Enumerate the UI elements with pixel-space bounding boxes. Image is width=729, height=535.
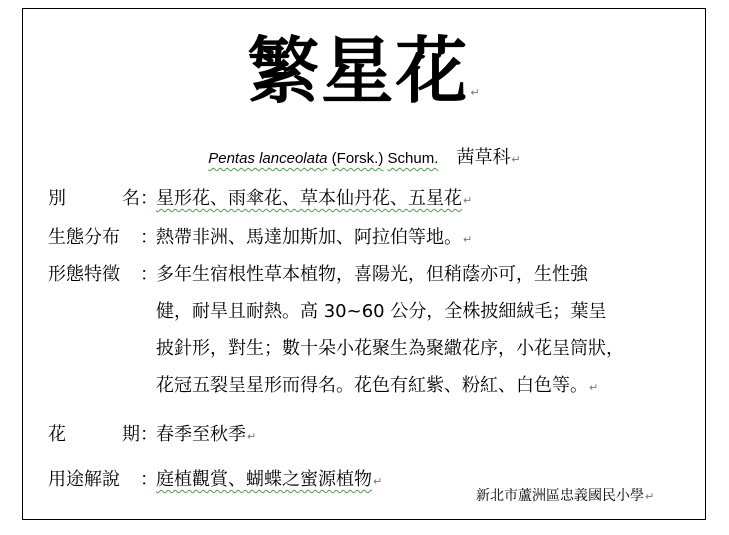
title-text: 繁星花 [247, 29, 470, 113]
colon: ： [140, 469, 158, 490]
morphology-line: 健，耐旱且耐熱。高 30~60 公分，全株披細絨毛；葉呈 [156, 301, 607, 322]
scientific-name-latin: Pentas lanceolata [208, 150, 328, 167]
season-text: 春季至秋季 [156, 424, 246, 445]
row-distribution-value [156, 219, 686, 258]
row-morphology [48, 256, 686, 406]
colon: ： [140, 264, 158, 285]
usage-text: 庭植觀賞、蝴蝶之蜜源植物 [156, 469, 372, 490]
row-season-label [48, 416, 140, 455]
row-season-value [156, 416, 686, 455]
paragraph-mark-icon: ↵ [463, 233, 473, 246]
row-alias [48, 180, 686, 219]
paragraph-mark-icon: ↵ [373, 475, 383, 488]
colon: ： [140, 227, 158, 248]
alias-text: 星形花、雨傘花、草本仙丹花、五星花 [156, 188, 462, 209]
label-char: 別 [48, 188, 66, 209]
scientific-name-line [0, 146, 729, 172]
row-morphology-label: 形態特徵 [48, 264, 120, 285]
row-morphology-value [156, 256, 686, 406]
morphology-line [156, 367, 686, 406]
row-usage-label: 用途解說 [48, 469, 120, 490]
label-char: 名 [122, 188, 140, 209]
row-alias-value [156, 180, 686, 219]
school-text: 新北市蘆洲區忠義國民小學 [476, 488, 644, 504]
distribution-text: 熱帶非洲、馬達加斯加、阿拉伯等地。 [156, 227, 462, 248]
paragraph-mark-icon: ↵ [463, 194, 473, 207]
row-distribution-label: 生態分布 [48, 227, 120, 248]
colon: ： [140, 188, 158, 209]
label-char: 期 [122, 424, 140, 445]
paragraph-mark-icon: ↵ [247, 430, 257, 443]
page-title [0, 26, 729, 138]
paragraph-mark-icon: ↵ [511, 154, 521, 166]
paragraph-mark-icon: ↵ [645, 490, 655, 503]
plant-family: 茜草科 [456, 147, 511, 168]
morphology-line: 披針形，對生；數十朵小花聚生為聚繖花序，小花呈筒狀， [156, 338, 624, 359]
colon: ： [140, 424, 158, 445]
scientific-name-author-1: (Forsk.) [331, 150, 384, 167]
school-name [476, 485, 654, 508]
scientific-name-author-2: Schum. [387, 150, 439, 167]
paragraph-mark-icon: ↵ [470, 86, 482, 99]
row-distribution [48, 219, 686, 258]
morphology-line: 多年生宿根性草本植物，喜陽光，但稍蔭亦可，生性強 [156, 264, 588, 285]
morphology-line-text: 花冠五裂呈星形而得名。花色有紅紫、粉紅、白色等。 [156, 375, 588, 396]
row-alias-label [48, 180, 140, 219]
paragraph-mark-icon: ↵ [589, 381, 599, 394]
row-season [48, 416, 686, 455]
label-char: 花 [48, 424, 66, 445]
